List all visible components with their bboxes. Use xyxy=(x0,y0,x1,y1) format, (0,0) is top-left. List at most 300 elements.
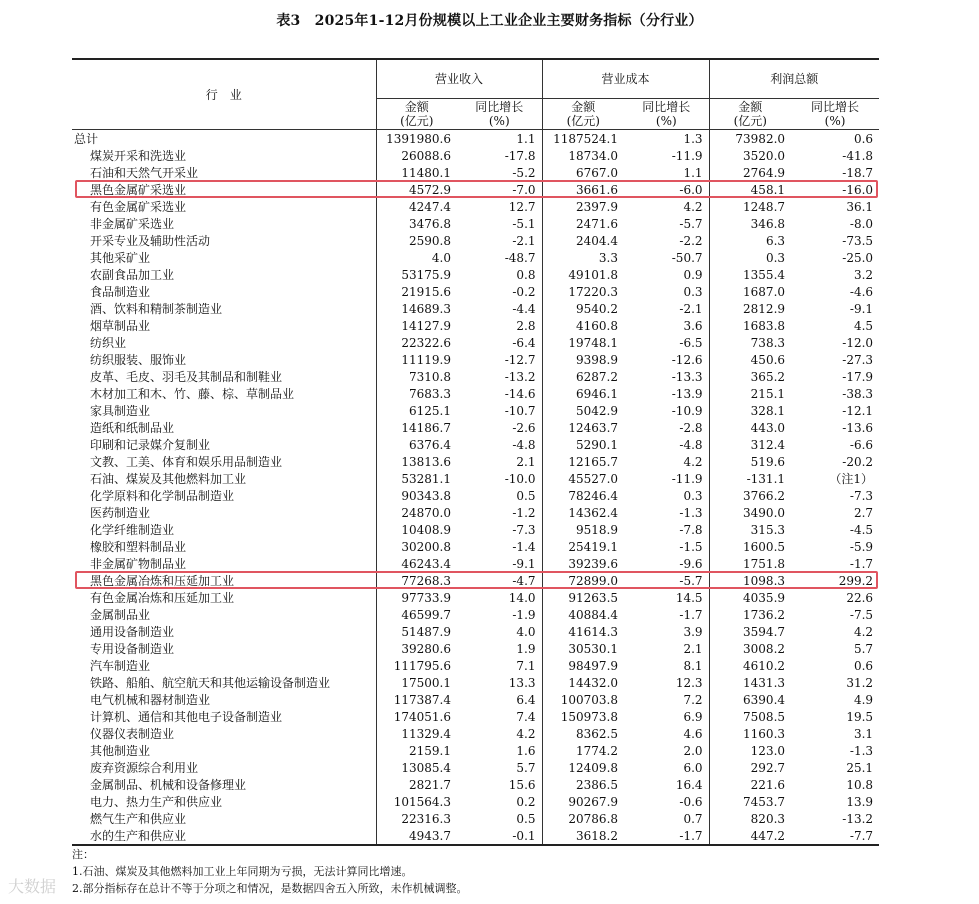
amount-cell: 4247.4 xyxy=(376,198,457,215)
table-row xyxy=(72,300,879,317)
yoy-cell: 0.9 xyxy=(683,267,703,282)
amount-cell: 49101.8 xyxy=(542,266,624,283)
amount-cell: 1751.8 xyxy=(709,555,791,572)
industry-name: 烟草制品业 xyxy=(90,318,151,333)
table-row xyxy=(72,249,879,266)
amount-cell: 8362.5 xyxy=(542,725,624,742)
yoy-cell: -6.6 xyxy=(849,437,874,452)
table-row xyxy=(72,589,879,606)
industry-name: 专用设备制造业 xyxy=(90,641,175,656)
industry-name: 金属制品业 xyxy=(90,607,151,622)
yoy-cell: -1.3 xyxy=(849,743,874,758)
industry-name: 食品制造业 xyxy=(90,284,151,299)
yoy-cell: -1.5 xyxy=(679,539,703,554)
yoy-cell: 25.1 xyxy=(846,760,874,775)
yoy-cell: 22.6 xyxy=(846,590,874,605)
yoy-cell: 0.2 xyxy=(516,794,536,809)
table-row xyxy=(72,657,879,674)
table-row xyxy=(72,759,879,776)
amount-cell: 9518.9 xyxy=(542,521,624,538)
yoy-cell: -9.1 xyxy=(849,301,874,316)
table-row xyxy=(72,181,879,198)
amount-cell: 17220.3 xyxy=(542,283,624,300)
amount-cell: 9398.9 xyxy=(542,351,624,368)
amount-cell: 117387.4 xyxy=(376,691,457,708)
table-row xyxy=(72,674,879,691)
amount-cell: 2404.4 xyxy=(542,232,624,249)
subheader-yoy: 同比增长 (%) xyxy=(791,99,879,130)
amount-cell: 13813.6 xyxy=(376,453,457,470)
total-row xyxy=(72,130,879,148)
amount-cell: 40884.4 xyxy=(542,606,624,623)
yoy-cell: 1.6 xyxy=(516,743,536,758)
watermark: 大数据 xyxy=(8,877,57,896)
profit-header: 利润总额 xyxy=(709,59,879,99)
amount-cell: 4572.9 xyxy=(376,181,457,198)
amount-cell: 2764.9 xyxy=(709,164,791,181)
amount-cell: 3594.7 xyxy=(709,623,791,640)
amount-cell: 9540.2 xyxy=(542,300,624,317)
industry-name: 仪器仪表制造业 xyxy=(90,726,175,741)
table-notes xyxy=(72,846,468,897)
amount-cell: 7453.7 xyxy=(709,793,791,810)
industry-name: 化学原料和化学制品制造业 xyxy=(90,488,235,503)
yoy-cell: -7.5 xyxy=(849,607,874,622)
table-row xyxy=(72,164,879,181)
industry-name: 有色金属矿采选业 xyxy=(90,199,187,214)
industry-name: 电力、热力生产和供应业 xyxy=(90,794,223,809)
subheader-amount: 金额 (亿元) xyxy=(376,99,457,130)
industry-name: 通用设备制造业 xyxy=(90,624,175,639)
industry-name: 其他制造业 xyxy=(90,743,151,758)
industry-name: 非金属矿物制品业 xyxy=(90,556,187,571)
amount-cell: 6.3 xyxy=(709,232,791,249)
yoy-cell: 0.6 xyxy=(853,131,874,146)
amount-cell: 97733.9 xyxy=(376,589,457,606)
yoy-cell: -13.2 xyxy=(504,369,536,384)
amount-cell: 22316.3 xyxy=(376,810,457,827)
yoy-cell: -1.7 xyxy=(679,607,703,622)
table-row xyxy=(72,793,879,810)
amount-cell: 12463.7 xyxy=(542,419,624,436)
amount-cell: 46243.4 xyxy=(376,555,457,572)
yoy-cell: -12.7 xyxy=(504,352,536,367)
amount-cell: 0.3 xyxy=(709,249,791,266)
amount-cell: 11329.4 xyxy=(376,725,457,742)
industry-header: 行 业 xyxy=(72,59,376,130)
amount-cell: 315.3 xyxy=(709,521,791,538)
yoy-cell: -2.6 xyxy=(512,420,536,435)
amount-cell: 6125.1 xyxy=(376,402,457,419)
yoy-cell: 31.2 xyxy=(846,675,874,690)
subheader-amount: 金额 (亿元) xyxy=(709,99,791,130)
amount-cell: 51487.9 xyxy=(376,623,457,640)
yoy-cell: 0.3 xyxy=(683,488,703,503)
amount-cell: 2812.9 xyxy=(709,300,791,317)
amount-cell: 3008.2 xyxy=(709,640,791,657)
yoy-cell: -7.8 xyxy=(679,522,703,537)
table-row xyxy=(72,827,879,845)
amount-cell: 11480.1 xyxy=(376,164,457,181)
amount-cell: 11119.9 xyxy=(376,351,457,368)
yoy-cell: 14.0 xyxy=(508,590,536,605)
industry-name: 家具制造业 xyxy=(90,403,151,418)
yoy-cell: 10.8 xyxy=(846,777,874,792)
yoy-cell: -2.1 xyxy=(512,233,536,248)
amount-cell: 312.4 xyxy=(709,436,791,453)
subheader-yoy: 同比增长 (%) xyxy=(624,99,709,130)
amount-cell: 1355.4 xyxy=(709,266,791,283)
yoy-cell: -7.3 xyxy=(849,488,874,503)
yoy-cell: -18.7 xyxy=(842,165,874,180)
amount-cell: 3476.8 xyxy=(376,215,457,232)
yoy-cell: 0.8 xyxy=(516,267,536,282)
table-row xyxy=(72,232,879,249)
table-row xyxy=(72,266,879,283)
yoy-cell: -1.4 xyxy=(512,539,536,554)
table-title: 表3 2025年1-12月份规模以上工业企业主要财务指标（分行业） xyxy=(276,13,703,29)
industry-name: 电气机械和器材制造业 xyxy=(90,692,211,707)
industry-name: 燃气生产和供应业 xyxy=(90,811,187,826)
amount-cell: 90267.9 xyxy=(542,793,624,810)
amount-cell: 5290.1 xyxy=(542,436,624,453)
amount-cell: 1431.3 xyxy=(709,674,791,691)
table-row xyxy=(72,538,879,555)
amount-cell: 738.3 xyxy=(709,334,791,351)
amount-cell: 3.3 xyxy=(542,249,624,266)
amount-cell: 450.6 xyxy=(709,351,791,368)
yoy-cell: 7.2 xyxy=(683,692,703,707)
yoy-cell: -13.9 xyxy=(671,386,703,401)
amount-cell: 4610.2 xyxy=(709,657,791,674)
yoy-cell: -4.4 xyxy=(512,301,536,316)
yoy-cell: 7.1 xyxy=(516,658,536,673)
amount-cell: 19748.1 xyxy=(542,334,624,351)
yoy-cell: -1.3 xyxy=(679,505,703,520)
table-row xyxy=(72,453,879,470)
amount-cell: 447.2 xyxy=(709,827,791,845)
yoy-cell: 13.3 xyxy=(508,675,536,690)
amount-cell: 20786.8 xyxy=(542,810,624,827)
industry-name: 医药制造业 xyxy=(90,505,151,520)
yoy-cell: 6.9 xyxy=(683,709,703,724)
amount-cell: 3520.0 xyxy=(709,147,791,164)
industry-name: 纺织业 xyxy=(90,335,127,350)
amount-cell: 4.0 xyxy=(376,249,457,266)
yoy-cell: -6.5 xyxy=(679,335,703,350)
industry-name: 非金属矿采选业 xyxy=(90,216,175,231)
yoy-cell: 2.7 xyxy=(853,505,874,520)
yoy-cell: -41.8 xyxy=(842,148,874,163)
amount-cell: 1391980.6 xyxy=(376,130,457,148)
yoy-cell: -38.3 xyxy=(842,386,874,401)
yoy-cell: 3.9 xyxy=(683,624,703,639)
table-row xyxy=(72,725,879,742)
yoy-cell: 1.1 xyxy=(683,165,703,180)
amount-cell: 2471.6 xyxy=(542,215,624,232)
amount-cell: 6287.2 xyxy=(542,368,624,385)
amount-cell: 14362.4 xyxy=(542,504,624,521)
amount-cell: 1248.7 xyxy=(709,198,791,215)
table-row xyxy=(72,215,879,232)
amount-cell: 1687.0 xyxy=(709,283,791,300)
table-row xyxy=(72,470,879,487)
yoy-cell: -20.2 xyxy=(842,454,874,469)
amount-cell: 18734.0 xyxy=(542,147,624,164)
yoy-cell: -5.7 xyxy=(679,573,703,588)
table-row xyxy=(72,572,879,589)
amount-cell: 123.0 xyxy=(709,742,791,759)
amount-cell: 1187524.1 xyxy=(542,130,624,148)
table-row xyxy=(72,640,879,657)
revenue-header: 营业收入 xyxy=(376,59,542,99)
amount-cell: 91263.5 xyxy=(542,589,624,606)
amount-cell: 4160.8 xyxy=(542,317,624,334)
yoy-cell: -13.2 xyxy=(842,811,874,826)
yoy-cell: -27.3 xyxy=(842,352,874,367)
yoy-cell: 5.7 xyxy=(516,760,536,775)
amount-cell: 443.0 xyxy=(709,419,791,436)
amount-cell: 53175.9 xyxy=(376,266,457,283)
yoy-cell: 2.1 xyxy=(683,641,703,656)
yoy-cell: 12.3 xyxy=(675,675,703,690)
yoy-cell: -14.6 xyxy=(504,386,536,401)
subheader-amount: 金额 (亿元) xyxy=(542,99,624,130)
yoy-cell: -48.7 xyxy=(504,250,536,265)
industry-name: 农副食品加工业 xyxy=(90,267,175,282)
industry-name: 黑色金属矿采选业 xyxy=(90,182,187,197)
amount-cell: 1683.8 xyxy=(709,317,791,334)
amount-cell: 73982.0 xyxy=(709,130,791,148)
amount-cell: 14432.0 xyxy=(542,674,624,691)
table-row xyxy=(72,487,879,504)
amount-cell: 14127.9 xyxy=(376,317,457,334)
amount-cell: 26088.6 xyxy=(376,147,457,164)
amount-cell: 100703.8 xyxy=(542,691,624,708)
yoy-cell: -11.9 xyxy=(671,471,703,486)
amount-cell: 3490.0 xyxy=(709,504,791,521)
industry-name: 酒、饮料和精制茶制造业 xyxy=(90,301,223,316)
amount-cell: 78246.4 xyxy=(542,487,624,504)
amount-cell: 98497.9 xyxy=(542,657,624,674)
industry-name: 黑色金属冶炼和压延加工业 xyxy=(90,573,235,588)
yoy-cell: -0.2 xyxy=(512,284,536,299)
amount-cell: 12409.8 xyxy=(542,759,624,776)
amount-cell: 24870.0 xyxy=(376,504,457,521)
amount-cell: 1098.3 xyxy=(709,572,791,589)
yoy-cell: -1.9 xyxy=(512,607,536,622)
industry-name: 废弃资源综合利用业 xyxy=(90,760,199,775)
yoy-cell: -2.1 xyxy=(679,301,703,316)
yoy-cell: 3.2 xyxy=(853,267,874,282)
amount-cell: 215.1 xyxy=(709,385,791,402)
notes-label: 注： xyxy=(72,848,94,861)
amount-cell: 1774.2 xyxy=(542,742,624,759)
amount-cell: -131.1 xyxy=(709,470,791,487)
yoy-cell: -13.3 xyxy=(671,369,703,384)
yoy-cell: 2.8 xyxy=(516,318,536,333)
yoy-cell: -17.8 xyxy=(504,148,536,163)
amount-cell: 1736.2 xyxy=(709,606,791,623)
amount-cell: 30200.8 xyxy=(376,538,457,555)
yoy-cell: 0.7 xyxy=(683,811,703,826)
amount-cell: 2590.8 xyxy=(376,232,457,249)
yoy-cell: 8.1 xyxy=(683,658,703,673)
yoy-cell: 3.1 xyxy=(853,726,874,741)
amount-cell: 346.8 xyxy=(709,215,791,232)
amount-cell: 2397.9 xyxy=(542,198,624,215)
yoy-cell: -12.1 xyxy=(842,403,874,418)
yoy-cell: -10.9 xyxy=(671,403,703,418)
table-row xyxy=(72,419,879,436)
amount-cell: 13085.4 xyxy=(376,759,457,776)
amount-cell: 365.2 xyxy=(709,368,791,385)
note-1: 1.石油、煤炭及其他燃料加工业上年同期为亏损，无法计算同比增速。 xyxy=(72,865,413,878)
amount-cell: 45527.0 xyxy=(542,470,624,487)
yoy-cell: 4.2 xyxy=(853,624,874,639)
industry-name: 石油和天然气开采业 xyxy=(90,165,199,180)
yoy-cell: -8.0 xyxy=(849,216,874,231)
industry-name: 有色金属冶炼和压延加工业 xyxy=(90,590,235,605)
table-row xyxy=(72,521,879,538)
yoy-cell: 4.0 xyxy=(516,624,536,639)
yoy-cell: -7.3 xyxy=(512,522,536,537)
amount-cell: 820.3 xyxy=(709,810,791,827)
industry-name: 石油、煤炭及其他燃料加工业 xyxy=(90,471,247,486)
amount-cell: 90343.8 xyxy=(376,487,457,504)
industry-name: 其他采矿业 xyxy=(90,250,151,265)
yoy-cell: -12.6 xyxy=(671,352,703,367)
yoy-cell: -4.5 xyxy=(849,522,874,537)
yoy-cell: -1.7 xyxy=(849,556,874,571)
yoy-cell: -4.6 xyxy=(849,284,874,299)
amount-cell: 111795.6 xyxy=(376,657,457,674)
yoy-cell: 7.4 xyxy=(516,709,536,724)
amount-cell: 2386.5 xyxy=(542,776,624,793)
yoy-cell: -4.8 xyxy=(512,437,536,452)
amount-cell: 53281.1 xyxy=(376,470,457,487)
table-row xyxy=(72,351,879,368)
yoy-cell: 4.2 xyxy=(683,199,703,214)
amount-cell: 6767.0 xyxy=(542,164,624,181)
yoy-cell: -13.6 xyxy=(842,420,874,435)
yoy-cell: 1.1 xyxy=(516,131,536,146)
yoy-cell: -1.7 xyxy=(624,827,709,845)
amount-cell: 3661.6 xyxy=(542,181,624,198)
yoy-cell: -5.1 xyxy=(512,216,536,231)
amount-cell: 5042.9 xyxy=(542,402,624,419)
yoy-cell: 4.2 xyxy=(683,454,703,469)
yoy-cell: -1.2 xyxy=(512,505,536,520)
yoy-cell: -2.8 xyxy=(679,420,703,435)
amount-cell: 21915.6 xyxy=(376,283,457,300)
yoy-cell: 36.1 xyxy=(846,199,874,214)
yoy-cell: -25.0 xyxy=(842,250,874,265)
yoy-cell: 0.6 xyxy=(853,658,874,673)
yoy-cell: -4.7 xyxy=(512,573,536,588)
yoy-cell: 1.3 xyxy=(683,131,703,146)
table-row xyxy=(72,198,879,215)
amount-cell: 17500.1 xyxy=(376,674,457,691)
yoy-cell: 13.9 xyxy=(846,794,874,809)
amount-cell: 22322.6 xyxy=(376,334,457,351)
industry-name: 汽车制造业 xyxy=(90,658,151,673)
amount-cell: 72899.0 xyxy=(542,572,624,589)
industry-name: 木材加工和木、竹、藤、棕、草制品业 xyxy=(90,386,295,401)
amount-cell: 7683.3 xyxy=(376,385,457,402)
table-row xyxy=(72,436,879,453)
amount-cell: 77268.3 xyxy=(376,572,457,589)
industry-name: 皮革、毛皮、羽毛及其制品和制鞋业 xyxy=(90,369,283,384)
table-row xyxy=(72,402,879,419)
amount-cell: 14689.3 xyxy=(376,300,457,317)
amount-cell: 30530.1 xyxy=(542,640,624,657)
yoy-cell: 16.4 xyxy=(675,777,703,792)
yoy-cell: （注1） xyxy=(829,471,874,486)
amount-cell: 6946.1 xyxy=(542,385,624,402)
yoy-cell: -50.7 xyxy=(671,250,703,265)
amount-cell: 2821.7 xyxy=(376,776,457,793)
yoy-cell: 4.5 xyxy=(853,318,874,333)
yoy-cell: 2.0 xyxy=(683,743,703,758)
amount-cell: 4943.7 xyxy=(376,827,457,845)
yoy-cell: -5.9 xyxy=(849,539,874,554)
yoy-cell: -16.0 xyxy=(842,182,874,197)
amount-cell: 7310.8 xyxy=(376,368,457,385)
industry-name: 铁路、船舶、航空航天和其他运输设备制造业 xyxy=(90,675,331,690)
yoy-cell: -0.6 xyxy=(679,794,703,809)
table-row xyxy=(72,368,879,385)
table-row xyxy=(72,742,879,759)
cost-header: 营业成本 xyxy=(542,59,709,99)
amount-cell: 1600.5 xyxy=(709,538,791,555)
yoy-cell: -6.0 xyxy=(679,182,703,197)
industry-name: 开采专业及辅助性活动 xyxy=(90,233,211,248)
yoy-cell: -11.9 xyxy=(671,148,703,163)
amount-cell: 14186.7 xyxy=(376,419,457,436)
industry-name: 水的生产和供应业 xyxy=(72,827,376,845)
amount-cell: 7508.5 xyxy=(709,708,791,725)
amount-cell: 6390.4 xyxy=(709,691,791,708)
table-row xyxy=(72,691,879,708)
yoy-cell: 1.9 xyxy=(516,641,536,656)
industry-name: 化学纤维制造业 xyxy=(90,522,175,537)
yoy-cell: -4.8 xyxy=(679,437,703,452)
amount-cell: 25419.1 xyxy=(542,538,624,555)
amount-cell: 3618.2 xyxy=(542,827,624,845)
table-row xyxy=(72,810,879,827)
yoy-cell: 4.2 xyxy=(516,726,536,741)
industry-name: 煤炭开采和洗选业 xyxy=(90,148,187,163)
industry-name: 橡胶和塑料制品业 xyxy=(90,539,187,554)
amount-cell: 3766.2 xyxy=(709,487,791,504)
amount-cell: 101564.3 xyxy=(376,793,457,810)
amount-cell: 12165.7 xyxy=(542,453,624,470)
industry-name: 造纸和纸制品业 xyxy=(90,420,175,435)
yoy-cell: -5.2 xyxy=(512,165,536,180)
amount-cell: 6376.4 xyxy=(376,436,457,453)
table-row xyxy=(72,317,879,334)
subheader-yoy: 同比增长 (%) xyxy=(457,99,542,130)
amount-cell: 519.6 xyxy=(709,453,791,470)
yoy-cell: -12.0 xyxy=(842,335,874,350)
amount-cell: 328.1 xyxy=(709,402,791,419)
yoy-cell: -9.1 xyxy=(512,556,536,571)
amount-cell: 39239.6 xyxy=(542,555,624,572)
table-row xyxy=(72,708,879,725)
yoy-cell: 12.7 xyxy=(508,199,536,214)
yoy-cell: 0.3 xyxy=(683,284,703,299)
